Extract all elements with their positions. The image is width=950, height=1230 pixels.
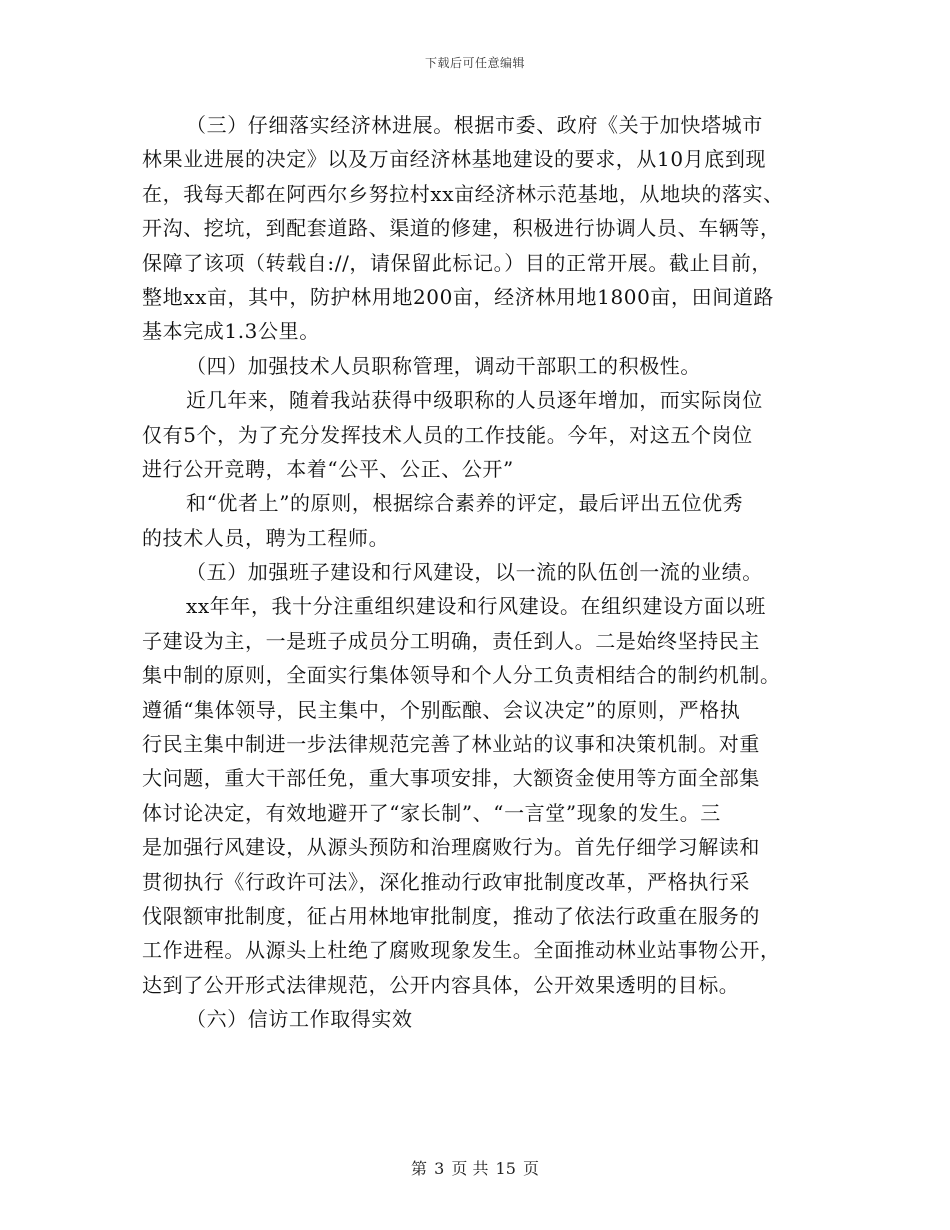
- body-line: 达到了公开形式法律规范，公开内容具体，公开效果透明的目标。: [142, 972, 740, 997]
- body-line: 贯彻执行《行政许可法》，深化推动行政审批制度改革，严格执行采: [142, 869, 750, 894]
- body-line: （三）仔细落实经济林进展。根据市委、政府《关于加快塔城市: [186, 113, 763, 137]
- document-body: [142, 108, 814, 1037]
- body-line: 伐限额审批制度，征占用林地审批制度，推动了依法行政重在服务的: [142, 903, 760, 928]
- body-line: xx年年，我十分注重组织建设和行风建设。在组织建设方面以班: [186, 594, 766, 619]
- body-line: （六）信访工作取得实效: [186, 1007, 413, 1032]
- footer-prefix: 第: [410, 1159, 427, 1178]
- body-line: 的技术人员，聘为工程师。: [142, 525, 390, 550]
- body-line: 大问题，重大干部任免，重大事项安排，大额资金使用等方面全部集: [142, 766, 760, 791]
- body-line: 在，我每天都在阿西尔乡努拉村xx亩经济林示范基地，从地块的落实、: [142, 181, 784, 206]
- body-line: 进行公开竞聘，本着“公平、公正、公开”: [142, 456, 514, 481]
- body-line: 整地xx亩，其中，防护林用地200亩，经济林用地1800亩，田间道路: [142, 284, 775, 309]
- body-line: （四）加强技术人员职称管理，调动干部职工的积极性。: [186, 353, 701, 378]
- body-line: 仅有5个，为了充分发挥技术人员的工作技能。今年，对这五个岗位: [142, 422, 753, 447]
- page-header: 下载后可任意编辑: [424, 56, 525, 70]
- body-line: （五）加强班子建设和行风建设，以一流的队伍创一流的业绩。: [186, 560, 763, 585]
- body-line: 保障了该项（转载自://，请保留此标记。）目的正常开展。截止目前，: [142, 250, 773, 275]
- footer-middle: 页 共: [451, 1159, 489, 1178]
- footer-page-number: 3: [434, 1159, 445, 1178]
- body-line: 集中制的原则，全面实行集体领导和个人分工负责相结合的制约机制。: [142, 663, 781, 688]
- body-line: 行民主集中制进一步法律规范完善了林业站的议事和决策机制。对重: [142, 732, 760, 757]
- body-line: 子建设为主，一是班子成员分工明确，责任到人。二是始终坚持民主: [142, 628, 760, 653]
- body-line: 和“优者上”的原则，根据综合素养的评定，最后评出五位优秀: [186, 491, 744, 516]
- body-line: 近几年来，随着我站获得中级职称的人员逐年增加，而实际岗位: [186, 388, 763, 413]
- page-footer: [0, 1156, 950, 1179]
- body-line: 基本完成1.3公里。: [142, 319, 320, 344]
- footer-suffix: 页: [523, 1159, 540, 1178]
- body-line: 体讨论决定，有效地避开了“家长制”、“一言堂”现象的发生。三: [142, 800, 721, 825]
- footer-total-pages: 15: [495, 1159, 516, 1178]
- body-line: 遵循“集体领导，民主集中，个别酝酿、会议决定”的原则，严格执: [142, 697, 741, 722]
- body-line: 工作进程。从源头上杜绝了腐败现象发生。全面推动林业站事物公开，: [142, 938, 781, 963]
- body-line: 林果业进展的决定》以及万亩经济林基地建设的要求，从10月底到现: [142, 147, 767, 172]
- body-line: 是加强行风建设，从源头预防和治理腐败行为。首先仔细学习解读和: [142, 835, 760, 860]
- body-line: 开沟、挖坑，到配套道路、渠道的修建，积极进行协调人员、车辆等，: [142, 216, 781, 241]
